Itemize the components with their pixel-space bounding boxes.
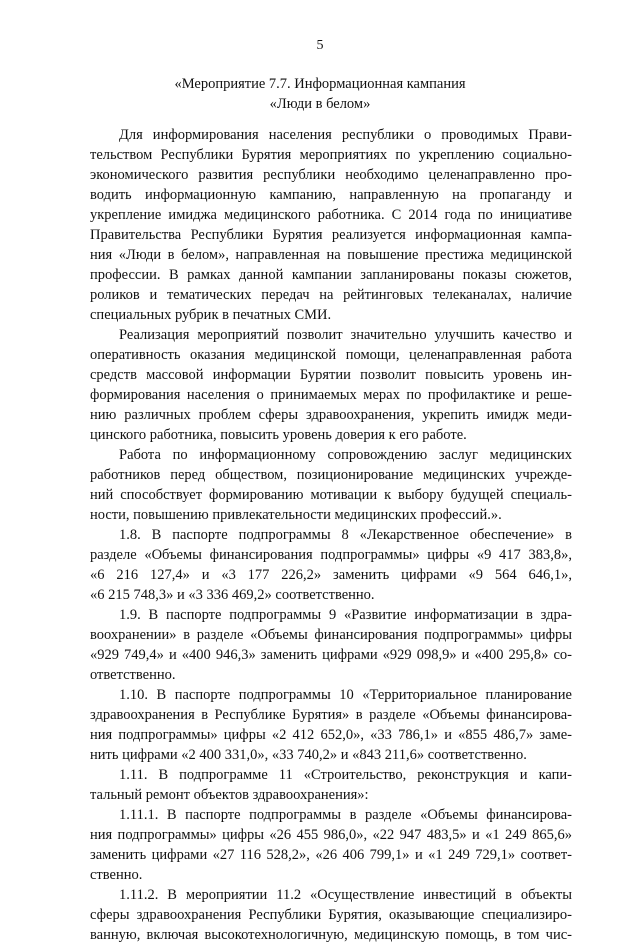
text-line: ответственно. [90,667,176,683]
text-line: «6 215 748,3» и «3 336 469,2» соответственно. [90,587,375,603]
text-line: цинского работника, повысить уровень доверия к его работе. [90,427,467,443]
text-line: Работа по информационному сопровождению заслуг медицинских [119,447,572,463]
text-line: 1.11.1. В паспорте подпрограммы в разделе «Объемы финансирова- [119,807,572,823]
text-line: Правительства Республики Бурятия реализуется информационная кампа- [90,227,572,243]
text-line: 1.9. В паспорте подпрограммы 9 «Развитие информатизации в здра- [119,607,572,623]
text-line: 1.8. В паспорте подпрограммы 8 «Лекарственное обеспечение» в [119,527,572,543]
text-line: 1.11. В подпрограмме 11 «Строительство, реконструкция и капи- [119,767,572,783]
section-heading [0,74,640,114]
text-line: «929 749,4» и «400 946,3» заменить цифрами «929 098,9» и «400 295,8» со- [90,647,572,663]
text-line: укрепление имиджа медицинского работника. С 2014 года по инициативе [90,207,572,223]
text-line: ванную, включая высокотехнологичную, медицинскую помощь, в том чис- [90,927,572,943]
text-line: ний способствует формированию мотивации к выбору будущей специаль- [90,487,572,503]
text-line: нию различных проблем сферы здравоохранения, укрепить имидж меди- [90,407,572,423]
heading-line-1: «Мероприятие 7.7. Информационная кампания [174,76,466,92]
text-line: воохранении» в разделе «Объемы финансирования подпрограммы» цифры [90,627,572,643]
text-line: 1.11.2. В мероприятии 11.2 «Осуществление инвестиций в объекты [119,887,572,903]
text-line: роликов и тематических передач на рейтинговых телеканалах, наличие [90,287,572,303]
text-line: специальных рубрик в печатных СМИ. [90,307,332,323]
text-line: «6 216 127,4» и «3 177 226,2» заменить цифрами «9 564 646,1», [90,567,572,583]
text-line: нить цифрами «2 400 331,0», «33 740,2» и «843 211,6» соответственно. [90,747,527,763]
text-line: ности, повышению привлекательности медицинских профессий.». [90,507,502,523]
text-line: разделе «Объемы финансирования подпрограммы» цифры «9 417 383,8», [90,547,572,563]
text-line: оперативность оказания медицинской помощи, целенаправленная работа [90,347,572,363]
text-line: водить информационную кампанию, направленную на пропаганду и [90,187,572,203]
heading-line-2: «Люди в белом» [269,96,371,112]
text-line: 1.10. В паспорте подпрограммы 10 «Территориальное планирование [119,687,572,703]
text-line: средств массовой информации Бурятии позволит повысить уровень ин- [90,367,572,383]
text-line: ния «Люди в белом», направленная на повышение престижа медицинской [90,247,572,263]
text-line: здравоохранения в Республике Бурятия» в разделе «Объемы финансирова- [90,707,572,723]
page-number: 5 [316,38,324,53]
text-line: тельством Республики Бурятия мероприятиях по укреплению социально- [90,147,572,163]
text-line: заменить цифрами «27 116 528,2», «26 406 799,1» и «1 249 729,1» соответ- [90,847,572,863]
text-line: тальный ремонт объектов здравоохранения»: [90,787,369,803]
text-line: ственно. [90,867,143,883]
text-line: ния подпрограммы» цифры «2 412 652,0», «33 786,1» и «855 486,7» заме- [90,727,572,743]
text-line: ния подпрограммы» цифры «26 455 986,0», «22 947 483,5» и «1 249 865,6» [90,827,572,843]
text-line: экономического развития республики необходимо целенаправленно про- [90,167,572,183]
text-line: Реализация мероприятий позволит значительно улучшить качество и [119,327,572,343]
text-line: сферы здравоохранения Республики Бурятия, оказывающие специализиро- [90,907,572,923]
text-line: формирования населения о принимаемых мерах по профилактике и реше- [90,387,572,403]
text-line: профессии. В рамках данной кампании запланированы показы сюжетов, [90,267,572,283]
text-line: работников перед обществом, позиционирование медицинских учрежде- [90,467,572,483]
text-line: Для информирования населения республики о проводимых Прави- [119,127,572,143]
